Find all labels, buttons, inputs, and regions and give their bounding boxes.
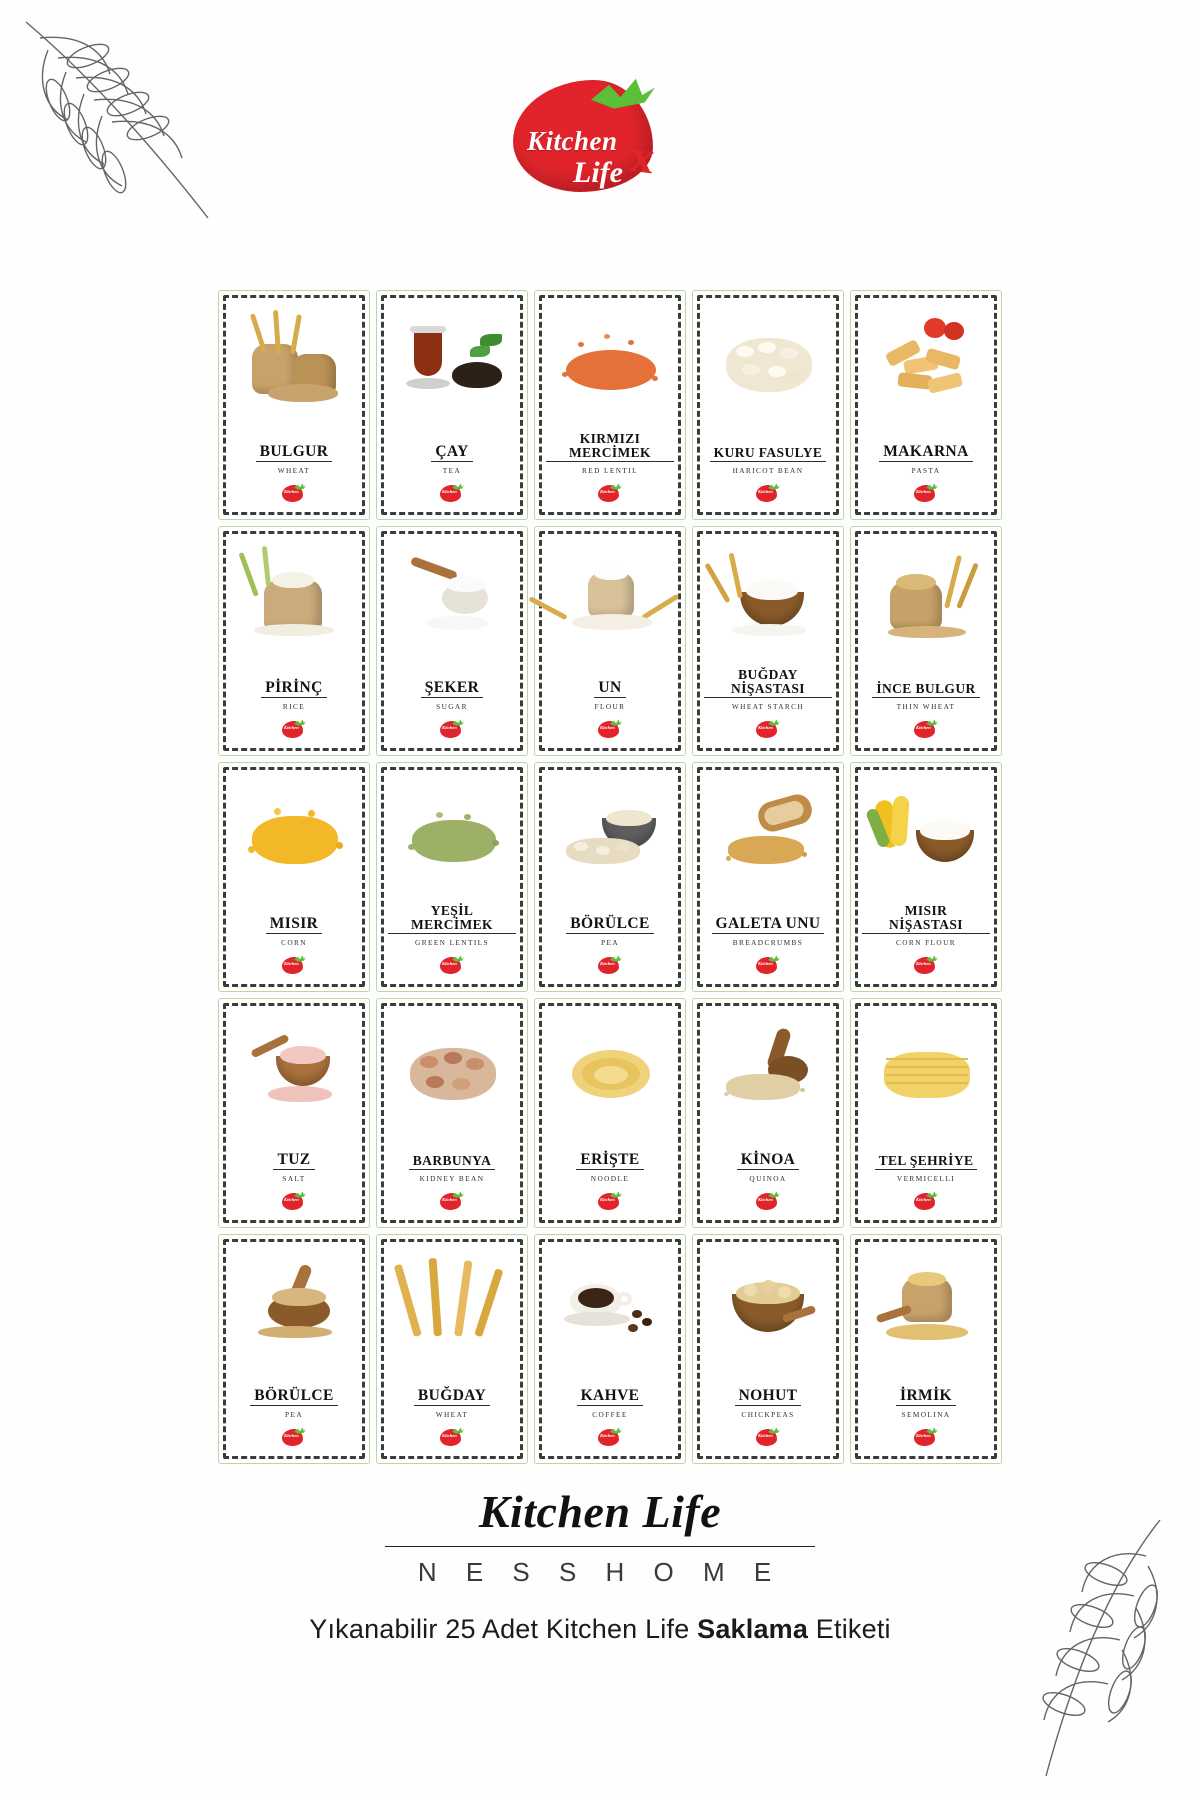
- label-name-en: COFFEE: [592, 1410, 628, 1419]
- mini-brand-logo-icon: Kitchen: [755, 718, 781, 740]
- flour-sack-art: [554, 546, 666, 638]
- mini-brand-logo-icon: Kitchen: [755, 1190, 781, 1212]
- label-cell[interactable]: [534, 1234, 686, 1464]
- label-cell[interactable]: [534, 998, 686, 1228]
- mini-brand-logo-icon: Kitchen: [439, 954, 465, 976]
- mini-brand-logo-icon: Kitchen: [439, 718, 465, 740]
- label-cell[interactable]: [376, 526, 528, 756]
- label-name-tr: ÇAY: [431, 444, 472, 462]
- label-name-en: PEA: [601, 938, 619, 947]
- label-name-tr: NOHUT: [735, 1388, 802, 1406]
- mini-brand-logo-icon: Kitchen: [755, 482, 781, 504]
- label-name-en: WHEAT STARCH: [731, 702, 805, 711]
- mini-brand-logo-icon: Kitchen: [281, 1426, 307, 1448]
- label-name-en: KIDNEY BEAN: [419, 1174, 485, 1183]
- label-cell[interactable]: [534, 290, 686, 520]
- mini-brand-logo-icon: Kitchen: [439, 1426, 465, 1448]
- label-name-tr: YEŞİL MERCİMEK: [388, 904, 516, 934]
- quinoa-scoop-art: [712, 1018, 824, 1110]
- sugar-scoop-art: [396, 546, 508, 638]
- footer: [0, 1485, 1200, 1645]
- white-beans-art: [712, 310, 824, 402]
- vermicelli-art: [870, 1018, 982, 1110]
- label-name-tr: BÖRÜLCE: [250, 1388, 337, 1406]
- label-name-en: QUINOA: [749, 1174, 787, 1183]
- footer-description: [0, 1614, 1200, 1645]
- mini-brand-logo-icon: Kitchen: [913, 1190, 939, 1212]
- label-name-tr: UN: [594, 680, 625, 698]
- mini-brand-logo-icon: Kitchen: [597, 482, 623, 504]
- label-cell[interactable]: [376, 1234, 528, 1464]
- label-cell[interactable]: [218, 1234, 370, 1464]
- label-cell[interactable]: [534, 526, 686, 756]
- label-name-tr: ERİŞTE: [576, 1152, 643, 1170]
- logo-life-text: Life: [573, 156, 623, 189]
- label-cell[interactable]: [850, 526, 1002, 756]
- label-name-en: BREADCRUMBS: [732, 938, 804, 947]
- label-cell[interactable]: [850, 290, 1002, 520]
- mini-brand-logo-icon: Kitchen: [281, 718, 307, 740]
- label-name-tr: İRMİK: [896, 1388, 956, 1406]
- corn-pile-art: [238, 782, 350, 874]
- label-cell[interactable]: [692, 998, 844, 1228]
- breadcrumbs-art: [712, 782, 824, 874]
- label-name-en: SEMOLINA: [901, 1410, 951, 1419]
- mini-brand-logo-icon: Kitchen: [597, 954, 623, 976]
- chickpeas-bowl-art: [712, 1254, 824, 1346]
- label-cell[interactable]: [218, 998, 370, 1228]
- label-name-tr: MAKARNA: [879, 444, 972, 462]
- label-name-tr: KİNOA: [737, 1152, 800, 1170]
- label-name-tr: GALETA UNU: [712, 916, 825, 934]
- label-name-tr: PİRİNÇ: [261, 680, 327, 698]
- label-name-tr: BUĞDAY NİŞASTASI: [704, 668, 832, 698]
- mini-brand-logo-icon: Kitchen: [597, 718, 623, 740]
- label-cell[interactable]: [376, 998, 528, 1228]
- label-name-en: PEA: [285, 1410, 303, 1419]
- label-cell[interactable]: [850, 1234, 1002, 1464]
- label-name-en: TEA: [442, 466, 462, 475]
- label-cell[interactable]: [850, 998, 1002, 1228]
- label-name-en: RICE: [282, 702, 306, 711]
- mini-brand-logo-icon: Kitchen: [281, 1190, 307, 1212]
- footer-description-bold: Saklama: [697, 1614, 809, 1644]
- footer-description-part2: Etiketi: [808, 1614, 891, 1644]
- mini-brand-logo-icon: Kitchen: [913, 482, 939, 504]
- kidney-beans-art: [396, 1018, 508, 1110]
- label-name-tr: KAHVE: [577, 1388, 644, 1406]
- mini-brand-logo-icon: Kitchen: [913, 718, 939, 740]
- label-name-tr: BUĞDAY: [414, 1388, 490, 1406]
- label-name-en: HARICOT BEAN: [732, 466, 804, 475]
- footer-description-part1: Yıkanabilir 25 Adet Kitchen Life: [309, 1614, 698, 1644]
- label-cell[interactable]: [692, 1234, 844, 1464]
- label-name-en: RED LENTIL: [582, 466, 638, 475]
- label-name-en: WHEAT: [435, 1410, 469, 1419]
- footer-script-title: Kitchen Life: [478, 1486, 722, 1537]
- mini-brand-logo-icon: Kitchen: [755, 1426, 781, 1448]
- label-name-en: THIN WHEAT: [896, 702, 956, 711]
- label-name-en: PASTA: [911, 466, 941, 475]
- mini-brand-logo-icon: Kitchen: [913, 1426, 939, 1448]
- label-cell[interactable]: [850, 762, 1002, 992]
- label-name-en: SALT: [282, 1174, 306, 1183]
- red-lentils-art: [554, 310, 666, 402]
- label-cell[interactable]: [692, 290, 844, 520]
- mini-brand-logo-icon: Kitchen: [281, 954, 307, 976]
- mini-brand-logo-icon: Kitchen: [597, 1426, 623, 1448]
- label-cell[interactable]: [218, 526, 370, 756]
- mini-brand-logo-icon: Kitchen: [913, 954, 939, 976]
- rice-sack-art: [238, 546, 350, 638]
- footer-divider: [385, 1546, 815, 1547]
- mini-brand-logo-icon: Kitchen: [281, 482, 307, 504]
- mini-brand-logo-icon: Kitchen: [439, 1190, 465, 1212]
- footer-subtitle: N E S S H O M E: [417, 1557, 783, 1587]
- label-name-en: GREEN LENTILS: [415, 938, 489, 947]
- label-name-tr: BÖRÜLCE: [566, 916, 653, 934]
- mini-brand-logo-icon: Kitchen: [755, 954, 781, 976]
- label-name-en: VERMICELLI: [896, 1174, 956, 1183]
- brand-logo: [0, 52, 1200, 202]
- label-name-en: FLOUR: [594, 702, 626, 711]
- label-name-tr: BARBUNYA: [409, 1154, 495, 1170]
- label-name-en: CHICKPEAS: [741, 1410, 795, 1419]
- label-cell[interactable]: [218, 290, 370, 520]
- label-name-tr: İNCE BULGUR: [872, 682, 979, 698]
- label-name-tr: KURU FASULYE: [710, 446, 827, 462]
- label-cell[interactable]: [534, 762, 686, 992]
- fine-bulgur-sack-art: [870, 546, 982, 638]
- label-name-en: CORN: [281, 938, 307, 947]
- label-name-en: SUGAR: [436, 702, 468, 711]
- bulgur-scoop-art: [238, 1254, 350, 1346]
- label-name-tr: BULGUR: [256, 444, 333, 462]
- label-name-tr: ŞEKER: [421, 680, 484, 698]
- label-cell[interactable]: [376, 762, 528, 992]
- label-name-en: NOODLE: [590, 1174, 630, 1183]
- green-lentils-art: [396, 782, 508, 874]
- logo-kitchen-text: Kitchen: [527, 126, 618, 156]
- label-name-tr: KIRMIZI MERCİMEK: [546, 432, 674, 462]
- starch-bowl-art: [712, 546, 824, 638]
- penne-tomato-art: [870, 310, 982, 402]
- semolina-sack-art: [870, 1254, 982, 1346]
- label-name-tr: TUZ: [273, 1152, 314, 1170]
- black-eyed-peas-bowl-art: [554, 782, 666, 874]
- label-name-en: WHEAT: [277, 466, 311, 475]
- label-name-en: CORN FLOUR: [895, 938, 957, 947]
- noodle-nest-art: [554, 1018, 666, 1110]
- label-cell[interactable]: [376, 290, 528, 520]
- label-name-tr: TEL ŞEHRİYE: [875, 1154, 978, 1170]
- tea-glass-art: [396, 310, 508, 402]
- mini-brand-logo-icon: Kitchen: [597, 1190, 623, 1212]
- corn-flour-bowl-art: [870, 782, 982, 874]
- label-name-tr: MISIR NİŞASTASI: [862, 904, 990, 934]
- sack-bulgur-art: [238, 310, 350, 402]
- label-cell[interactable]: [692, 762, 844, 992]
- logo-x-mark: x: [627, 129, 658, 184]
- label-grid: [218, 290, 988, 1464]
- coffee-cup-art: [554, 1254, 666, 1346]
- label-name-tr: MISIR: [266, 916, 323, 934]
- mini-brand-logo-icon: Kitchen: [439, 482, 465, 504]
- salt-bowl-art: [238, 1018, 350, 1110]
- label-cell[interactable]: [692, 526, 844, 756]
- wheat-ears-art: [396, 1254, 508, 1346]
- label-cell[interactable]: [218, 762, 370, 992]
